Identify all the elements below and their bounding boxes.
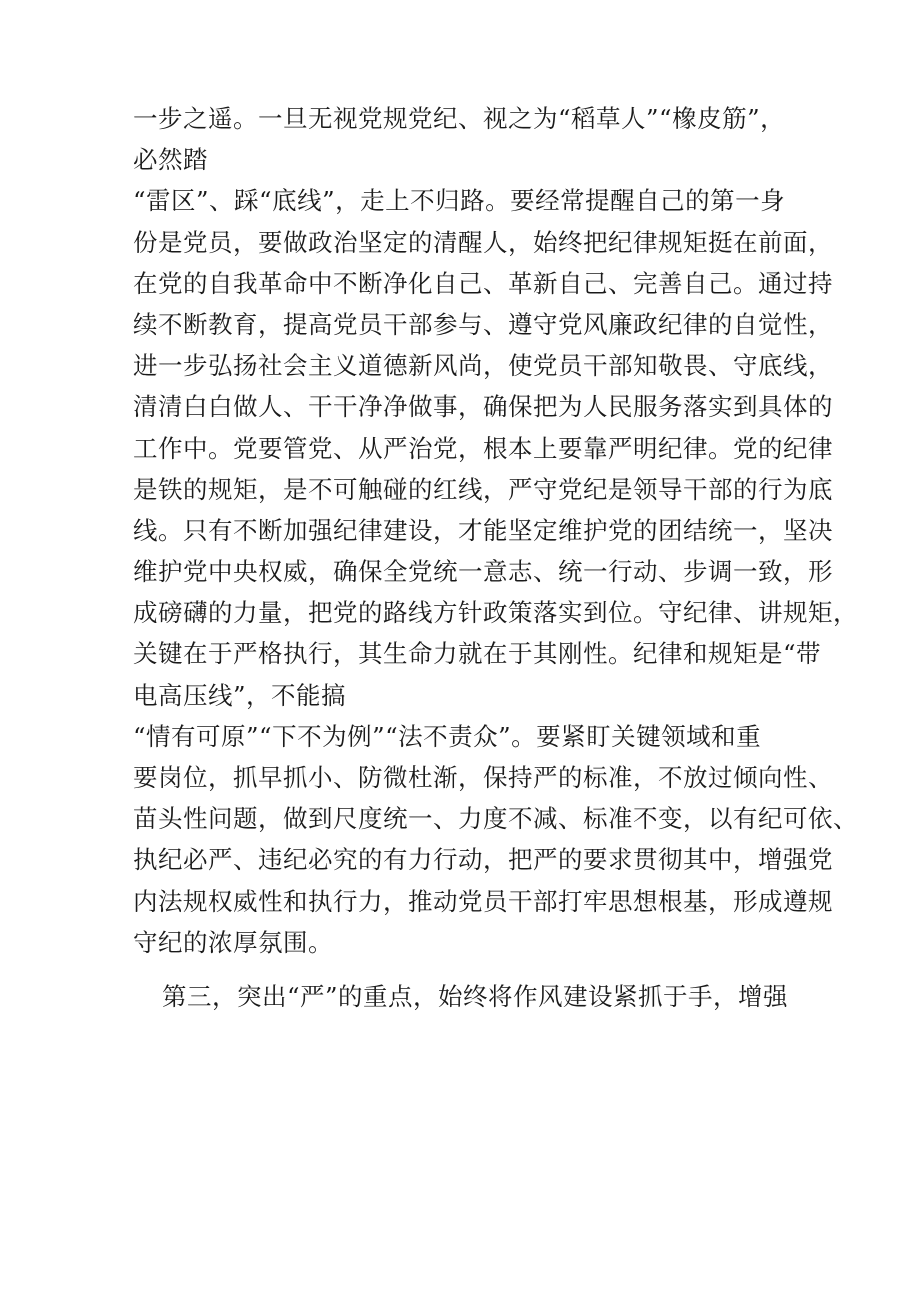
- text-line: 续不断教育，提高党员干部参与、遵守党风廉政纪律的自觉性，: [133, 309, 833, 339]
- text-line: “情有可原”“下不为例”“法不责众”。要紧盯关键领域和重: [133, 721, 762, 751]
- text-line: 维护党中央权威，确保全党统一意志、统一行动、步调一致，形: [133, 557, 833, 587]
- text-line: 苗头性问题，做到尺度统一、力度不减、标准不变，以有纪可依、: [133, 804, 858, 834]
- text-line: 电高压线”，不能搞: [133, 680, 347, 710]
- text-line: 工作中。党要管党、从严治党，根本上要靠严明纪律。党的纪律: [133, 433, 833, 463]
- text-line: 要岗位，抓早抓小、防微杜渐，保持严的标准，不放过倾向性、: [133, 763, 833, 792]
- text-line: 执纪必严、违纪必究的有力行动，把严的要求贯彻其中，增强党: [133, 845, 833, 875]
- text-line: “雷区”、踩“底线”，走上不归路。要经常提醒自己的第一身: [133, 186, 786, 216]
- document-body: [133, 98, 858, 1017]
- text-line: 清清白白做人、干干净净做事，确保把为人民服务落实到具体的: [133, 392, 833, 422]
- text-line: 内法规权威性和执行力，推动党员干部打牢思想根基，形成遵规: [133, 886, 833, 916]
- text-line: 在党的自我革命中不断净化自己、革新自己、完善自己。通过持: [133, 268, 833, 298]
- text-line: 成磅礴的力量，把党的路线方针政策落实到位。守纪律、讲规矩，: [133, 598, 858, 628]
- text-line: 是铁的规矩，是不可触碰的红线，严守党纪是领导干部的行为底: [133, 474, 833, 504]
- text-line: 份是党员，要做政治坚定的清醒人，始终把纪律规矩挺在前面，: [133, 227, 833, 257]
- text-line: 守纪的浓厚氛围。: [133, 927, 333, 957]
- text-line: 进一步弘扬社会主义道德新风尚，使党员干部知敬畏、守底线，: [133, 351, 833, 381]
- text-line: 一步之遥。一旦无视党规党纪、视之为“稻草人”“橡皮筋”，: [133, 104, 786, 133]
- paragraph-heading-line: 第三，突出“严”的重点，始终将作风建设紧抓于手，增强: [162, 981, 789, 1011]
- text-line: 必然踏: [133, 145, 208, 175]
- paragraph-gap: [133, 963, 813, 976]
- text-line: 线。只有不断加强纪律建设，才能坚定维护党的团结统一，坚决: [133, 515, 833, 545]
- text-line: 关键在于严格执行，其生命力就在于其刚性。纪律和规矩是“带: [133, 639, 822, 669]
